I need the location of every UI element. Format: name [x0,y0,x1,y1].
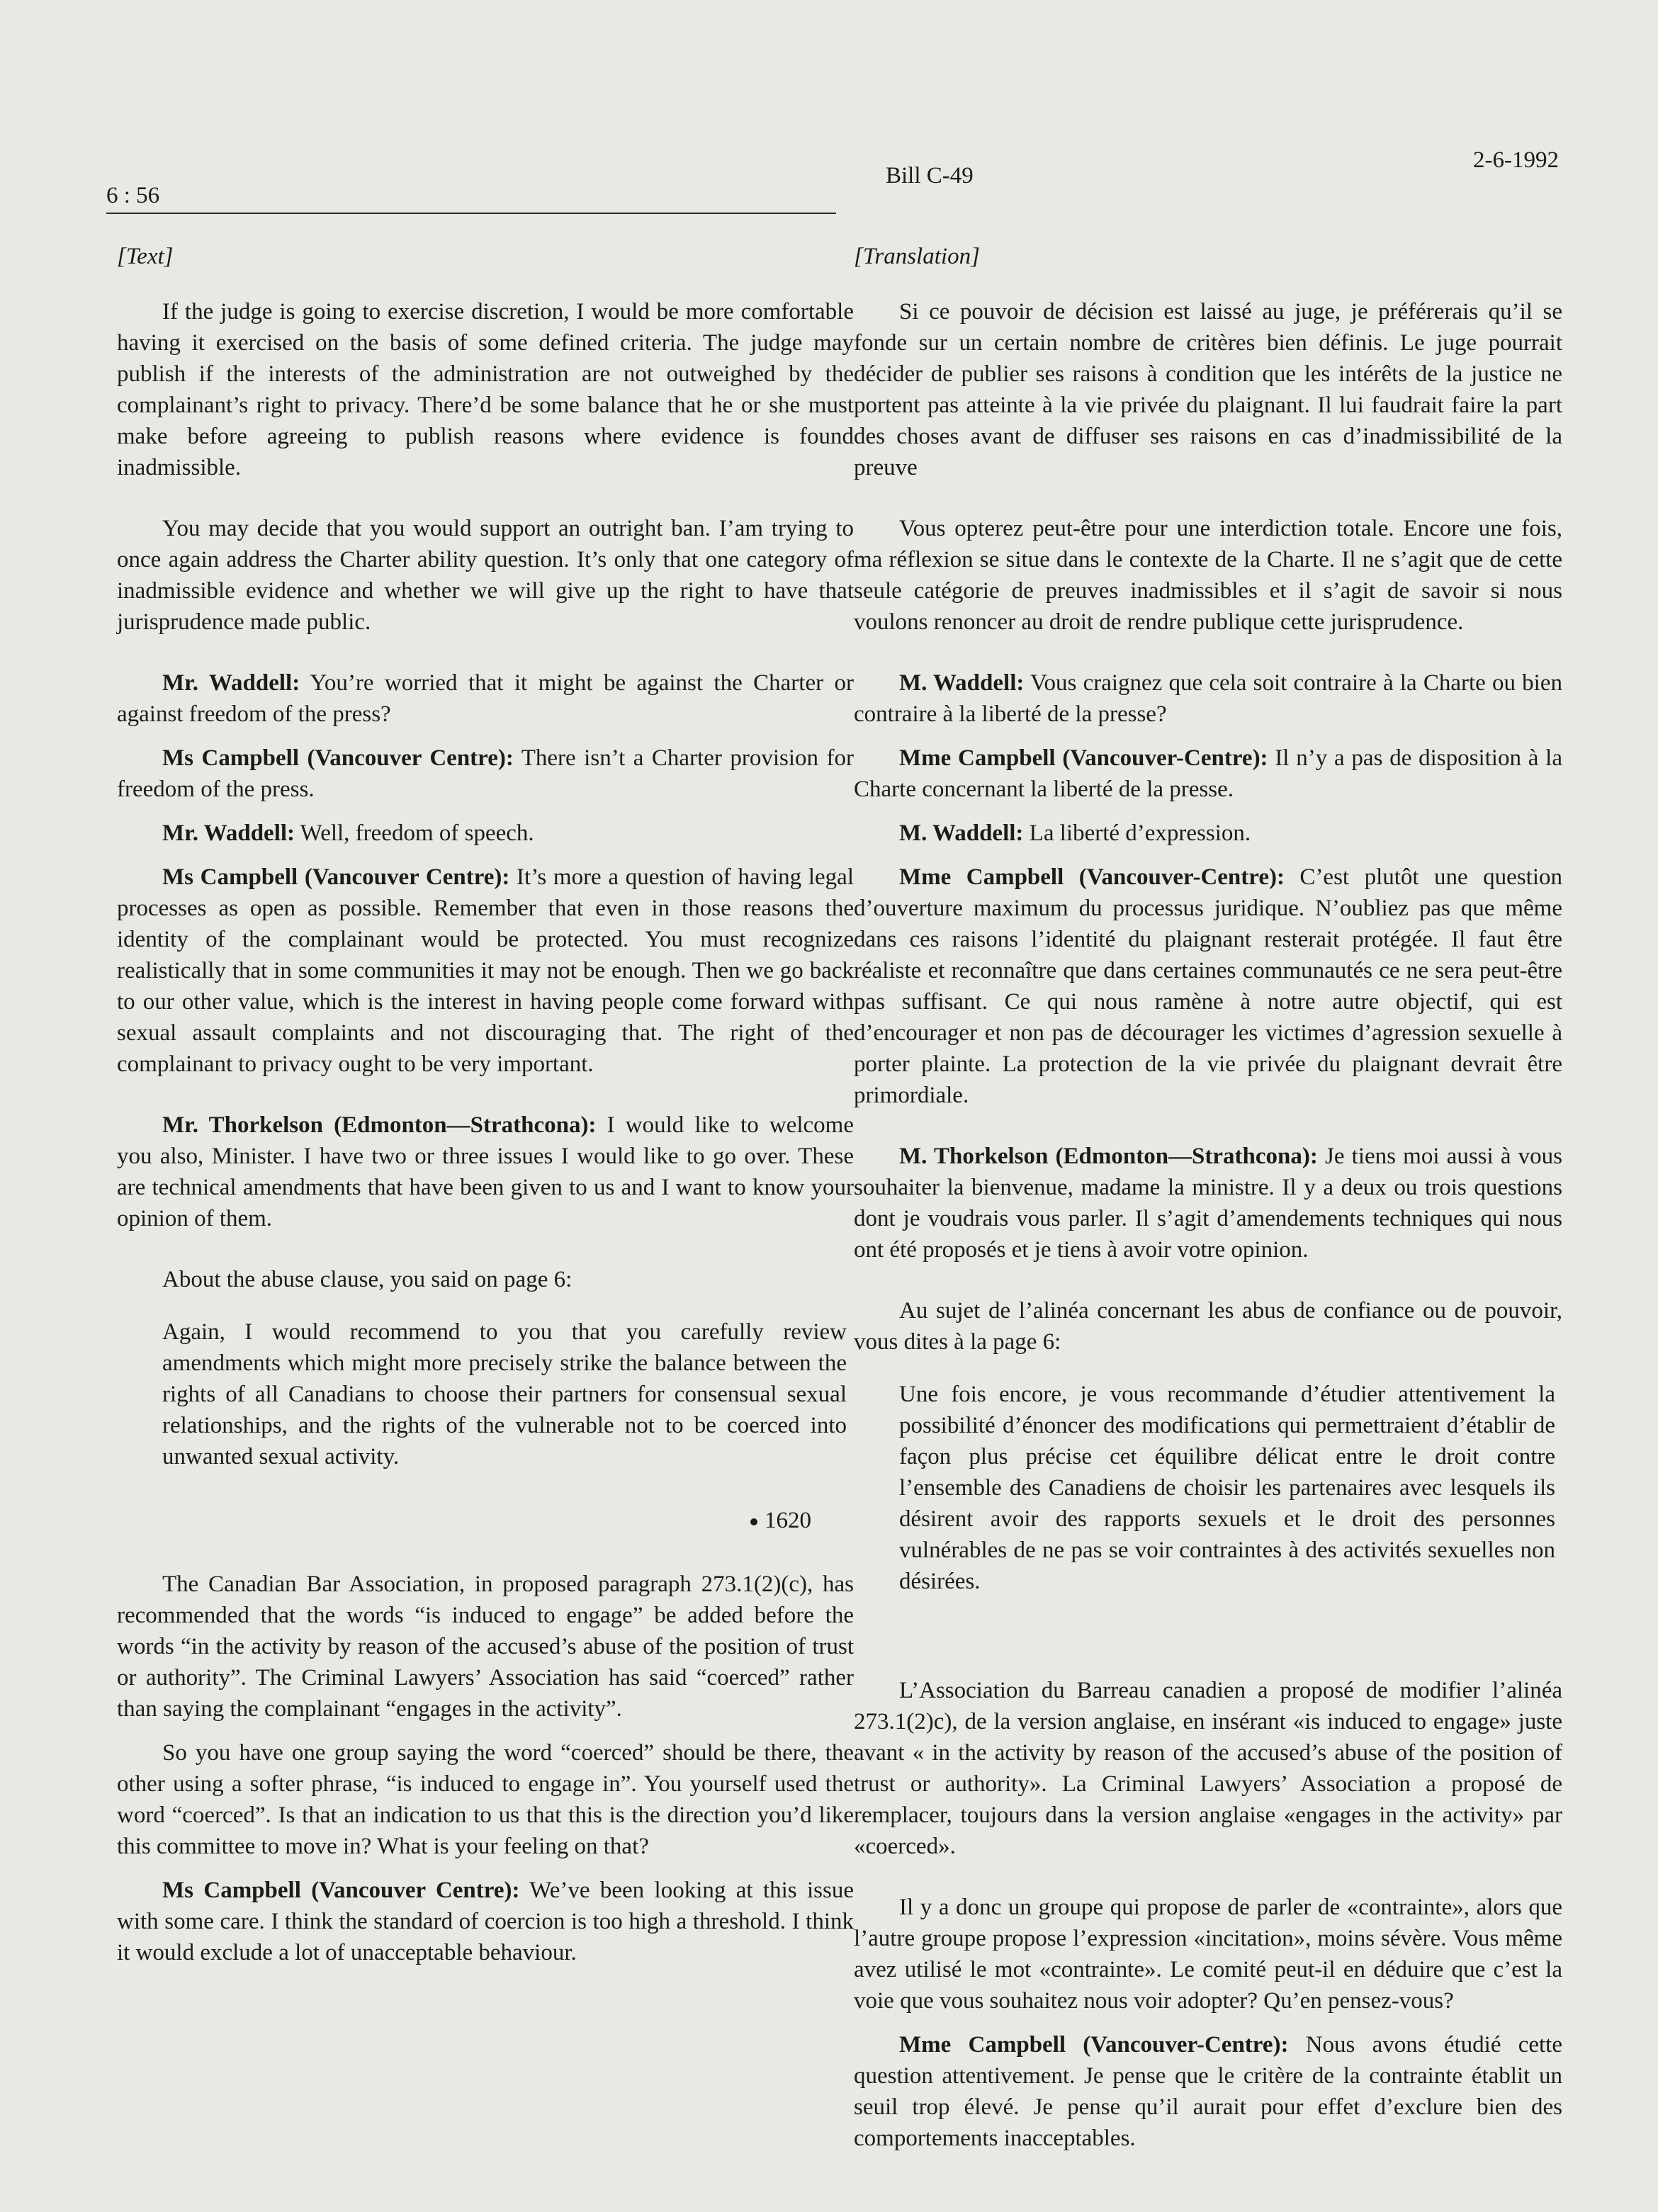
english-column [117,241,854,1981]
paragraph-text: The Canadian Bar Association, in proposed paragraph 273.1(2)(c), has recommended that the words “is induced to engage” be added before the words “in the activity by reason of the accused’s abuse of the position of trust or authority”. The Criminal Lawyers’ Association has said “coerced” rather than saying the complainant “engages in the activity”. [117,1571,854,1722]
speaker-name: Ms Campbell (Vancouver Centre): [162,745,514,771]
speaker-name: Mr. Waddell: [162,820,295,846]
speaker-paragraph [117,1110,854,1234]
speaker-paragraph [117,818,854,849]
paragraph-text: Il n’y a pas de disposition à la Charte concernant la liberté de la presse. [854,745,1562,802]
page-number: 6 : 56 [106,183,160,208]
speaker-paragraph [117,667,854,730]
speaker-paragraph [854,1141,1562,1265]
paragraph-text: About the abuse clause, you said on page 6: [162,1267,573,1292]
speaker-paragraph [854,818,1562,849]
paragraph [854,296,1562,483]
time-marker [117,1505,811,1536]
paragraph [117,1569,854,1725]
paragraph [117,1737,854,1862]
speaker-paragraph [854,743,1562,805]
quotation [899,1379,1555,1597]
speaker-name: Ms Campbell (Vancouver Centre): [162,1878,520,1903]
paragraph [117,513,854,638]
paragraph-text: Une fois encore, je vous recommande d’étudier attentivement la possibilité d’énoncer des modifications qui permettraient d’établir de façon plus précise cet équilibre délicat entre le droit contre l’ensemble des Canadiens de choisir les partenaires avec lesquels ils désirent avoir des rapports sexuels et le droit des personnes vulnérables de ne pas se voir contraintes à des activités sexuelles non désirées. [899,1382,1555,1594]
page-header [106,147,1559,211]
paragraph-text: You’re worried that it might be against the Charter or against freedom of the press? [117,670,854,727]
speaker-paragraph [854,667,1562,730]
paragraph-text: Vous opterez peut-être pour une interdiction totale. Encore une fois, ma réflexion se situe dans le contexte de la Charte. Il ne s’agit que de cette seule catégorie de preuves inadmissibles et il s’agit de savoir si nous voulons renoncer au droit de rendre publique cette jurisprudence. [854,516,1562,635]
paragraph-text: We’ve been looking at this issue with some care. I think the standard of coercion is too high a threshold. I think it would exclude a lot of unacceptable behaviour. [117,1878,854,1965]
speaker-name: Mme Campbell (Vancouver-Centre): [899,864,1285,890]
speaker-paragraph [854,2029,1562,2154]
header-rule [106,213,836,214]
paragraph [117,1264,854,1295]
paragraph-text: There isn’t a Charter provision for freedom of the press. [117,745,854,802]
paragraph [854,1675,1562,1862]
bullet-icon [750,1518,757,1525]
paragraph-text: If the judge is going to exercise discretion, I would be more comfortable having it exercised on the basis of some defined criteria. The judge may publish if the interests of the administration are not outweighed by the complainant’s right to privacy. There’d be some balance that he or she must make before agreeing to publish reasons where evidence is found inadmissible. [117,299,854,480]
speaker-name: Mme Campbell (Vancouver-Centre): [899,2032,1289,2058]
sitting-date: 2-6-1992 [1473,147,1559,173]
speaker-name: Mr. Thorkelson (Edmonton—Strathcona): [162,1112,597,1138]
paragraph-text: C’est plutôt une question d’ouverture maximum du processus juridique. N’oubliez pas que même dans ces raisons l’identité du plaignant resterait protégée. Il faut être réaliste et reconnaître que dans certaines communautés ce ne sera peut-être pas suffisant. Ce qui nous ramène à notre autre objectif, qui est d’encourager et non pas de décourager les victimes d’agression sexuelle à porter plainte. La protection de la vie privée du plaignant devrait être primordiale. [854,864,1562,1108]
speaker-name: Mr. Waddell: [162,670,300,696]
paragraph [854,1892,1562,2016]
time-marker-value: 1620 [765,1508,811,1533]
speaker-name: Mme Campbell (Vancouver-Centre): [899,745,1268,771]
paragraph [854,1295,1562,1358]
paragraph-text: Well, freedom of speech. [295,820,534,846]
speaker-name: M. Waddell: [899,820,1024,846]
speaker-name: Ms Campbell (Vancouver Centre): [162,864,510,890]
paragraph-text: So you have one group saying the word “coerced” should be there, the other using a softer phrase, “is induced to engage in”. You yourself used the word “coerced”. Is that an indication to us that this is the direction you’d like this committee to move in? What is your feeling on that? [117,1740,854,1859]
paragraph-text: La liberté d’expression. [1023,820,1251,846]
speaker-name: M. Thorkelson (Edmonton—Strathcona): [899,1144,1318,1169]
paragraph-text: I would like to welcome you also, Minister. I have two or three issues I would like to go over. These are technical amendments that have been given to us and I want to know your opinion of them. [117,1112,854,1231]
paragraph-text: Si ce pouvoir de décision est laissé au juge, je préférerais qu’il se fonde sur un certain nombre de critères bien définis. Le juge pourrait décider de publier ses raisons à condition que les intérêts de la justice ne portent pas atteinte à la vie privée du plaignant. Il lui faudrait faire la part des choses avant de diffuser ses raisons en cas d’inadmissibilité de la preuve [854,299,1562,480]
french-column [854,241,1562,2167]
speaker-name: M. Waddell: [899,670,1025,696]
paragraph-text: Again, I would recommend to you that you carefully review amendments which might more precisely strike the balance between the rights of all Canadians to choose their partners for consensual sexual relationships, and the rights of the vulnerable not to be coerced into unwanted sexual activity. [162,1319,847,1469]
quotation [162,1316,847,1472]
text-tag: [Text] [117,244,174,269]
paragraph-text: Il y a donc un groupe qui propose de parler de «contrainte», alors que l’autre groupe propose l’expression «incitation», moins sévère. Vous même avez utilisé le mot «contrainte». Le comité peut-il en déduire que c’est la voie que vous souhaitez nous voir adopter? Qu’en pensez-vous? [854,1895,1562,2014]
paragraph-text: Je tiens moi aussi à vous souhaiter la bienvenue, madame la ministre. Il y a deux ou trois questions dont je voudrais vous parler. Il s’agit d’amendements techniques qui nous ont été proposés et je tiens à avoir votre opinion. [854,1144,1562,1263]
paragraph-text: Au sujet de l’alinéa concernant les abus de confiance ou de pouvoir, vous dites à la page 6: [854,1298,1562,1355]
paragraph-text: It’s more a question of having legal processes as open as possible. Remember that even in those reasons the identity of the complainant would be protected. You must recognize realistically that in some communities it may not be enough. Then we go back to our other value, which is the interest in having people come forward with sexual assault complaints and not discouraging that. The right of the complainant to privacy ought to be very important. [117,864,854,1077]
paragraph [854,513,1562,638]
paragraph-text: L’Association du Barreau canadien a proposé de modifier l’alinéa 273.1(2)c), de la version anglaise, en insérant «is induced to engage» juste avant « in the activity by reason of the accused’s abuse of the position of trust or authority». La Criminal Lawyers’ Association a proposé de remplacer, toujours dans la version anglaise «engages in the activity» par «coerced». [854,1678,1562,1859]
bill-title: Bill C-49 [886,163,974,188]
speaker-paragraph [854,862,1562,1111]
paragraph-text: You may decide that you would support an outright ban. I’am trying to once again address the Charter ability question. It’s only that one category of inadmissible evidence and whether we will give up the right to have that jurisprudence made public. [117,516,854,635]
translation-tag: [Translation] [854,244,980,269]
paragraph [117,296,854,483]
speaker-paragraph [117,743,854,805]
speaker-paragraph [117,862,854,1080]
paragraph-text: Vous craignez que cela soit contraire à la Charte ou bien contraire à la liberté de la presse? [854,670,1562,727]
paragraph-text: Nous avons étudié cette question attentivement. Je pense que le critère de la contrainte établit un seuil trop élevé. Je pense qu’il aurait pour effet d’exclure bien des comportements inacceptables. [854,2032,1562,2151]
speaker-paragraph [117,1875,854,1968]
